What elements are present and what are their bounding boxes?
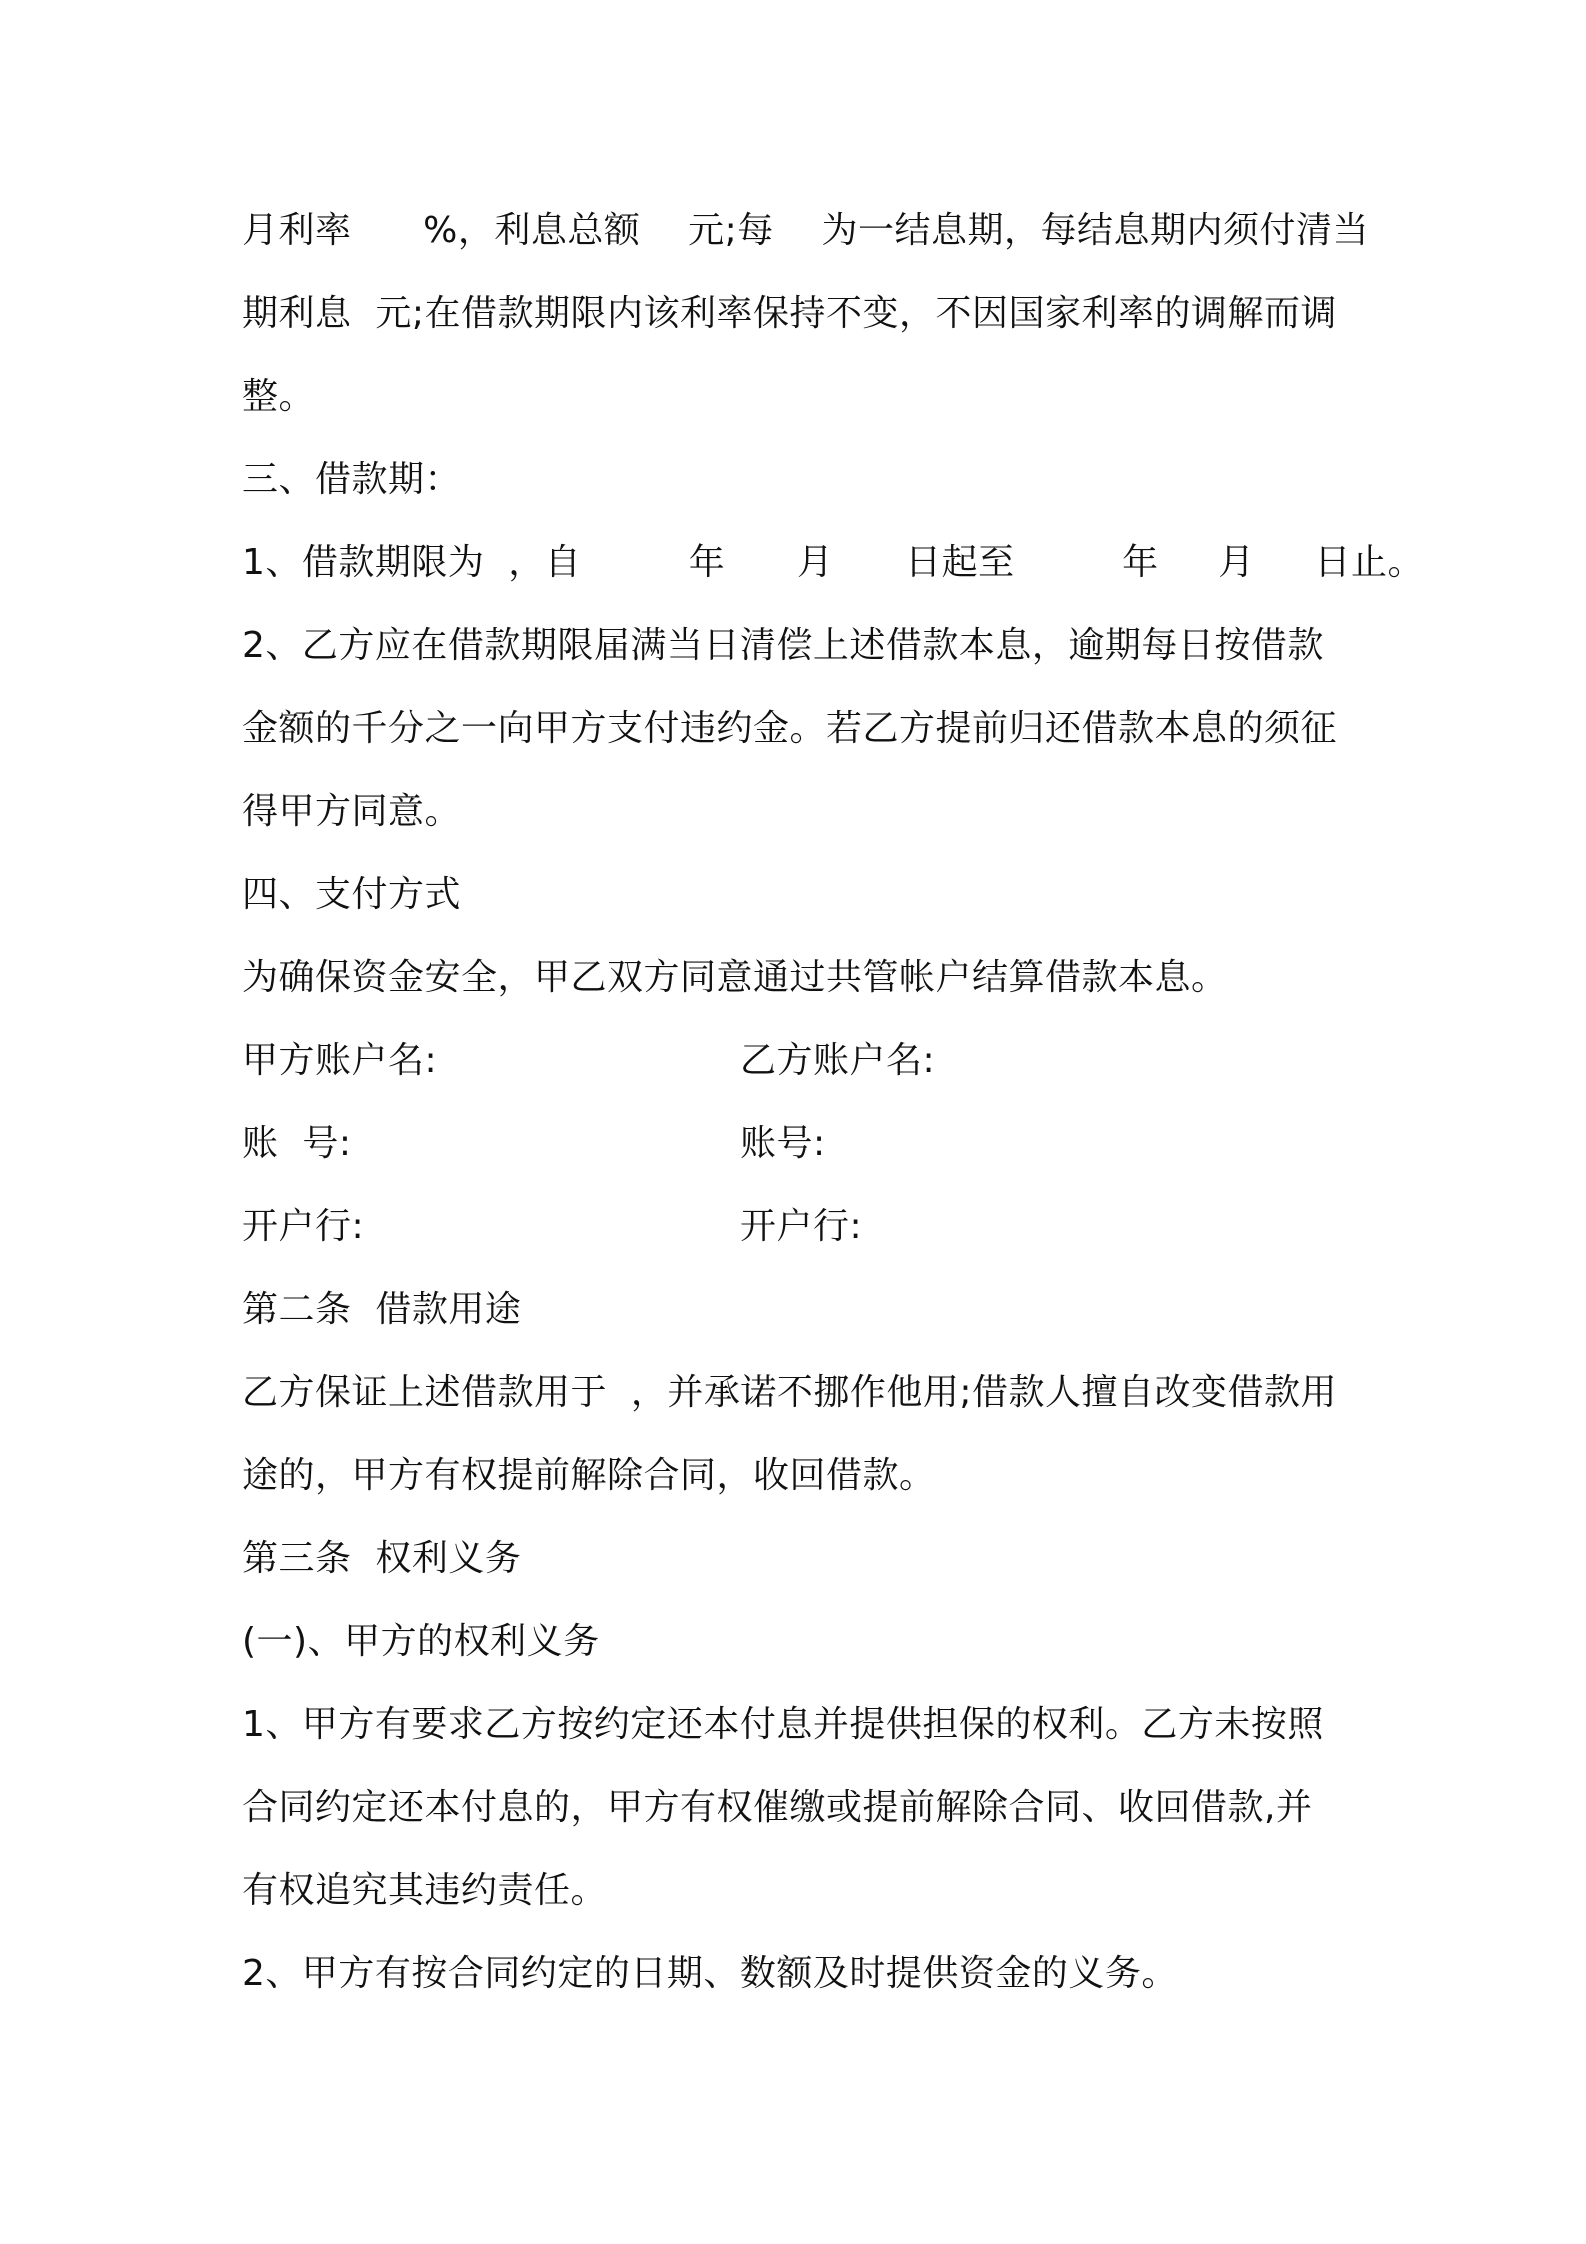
section-heading: 四、支付方式 <box>242 874 462 915</box>
text-line: 为确保资金安全，甲乙双方同意通过共管帐户结算借款本息。 <box>242 957 1228 998</box>
party-b-account-name-label: 乙方账户名: <box>740 1040 936 1081</box>
party-a-bank-label: 开户行: <box>242 1206 365 1247</box>
text-line: 得甲方同意。 <box>242 791 462 832</box>
section-heading: 三、借款期： <box>242 459 462 500</box>
text-line: 整。 <box>242 376 316 417</box>
text-line: 1、借款期限为 ，自 年 月 日起至 年 月 日止。 <box>242 542 1425 583</box>
text-line: 合同约定还本付息的，甲方有权催缴或提前解除合同、收回借款,并 <box>242 1787 1313 1828</box>
party-a-account-name-label: 甲方账户名: <box>242 1040 438 1081</box>
text-line: 月利率 %，利息总额 元;每 为一结息期，每结息期内须付清当 <box>242 210 1370 251</box>
party-a-account-number-label: 账 号: <box>242 1123 352 1164</box>
party-b-bank-label: 开户行: <box>740 1206 863 1247</box>
sub-heading: (一)、甲方的权利义务 <box>242 1621 600 1662</box>
text-line: 金额的千分之一向甲方支付违约金。若乙方提前归还借款本息的须征 <box>242 708 1338 749</box>
text-line: 期利息 元;在借款期限内该利率保持不变，不因国家利率的调解而调 <box>242 293 1338 334</box>
party-b-account-number-label: 账号: <box>740 1123 826 1164</box>
text-line: 2、甲方有按合同约定的日期、数额及时提供资金的义务。 <box>242 1953 1178 1994</box>
article-heading: 第三条 权利义务 <box>242 1538 522 1579</box>
text-line: 乙方保证上述借款用于 ，并承诺不挪作他用;借款人擅自改变借款用 <box>242 1372 1338 1413</box>
text-line: 有权追究其违约责任。 <box>242 1870 608 1911</box>
text-line: 2、乙方应在借款期限届满当日清偿上述借款本息，逾期每日按借款 <box>242 625 1324 666</box>
text-line: 1、甲方有要求乙方按约定还本付息并提供担保的权利。乙方未按照 <box>242 1704 1324 1745</box>
article-heading: 第二条 借款用途 <box>242 1289 522 1330</box>
text-line: 途的，甲方有权提前解除合同，收回借款。 <box>242 1455 936 1496</box>
